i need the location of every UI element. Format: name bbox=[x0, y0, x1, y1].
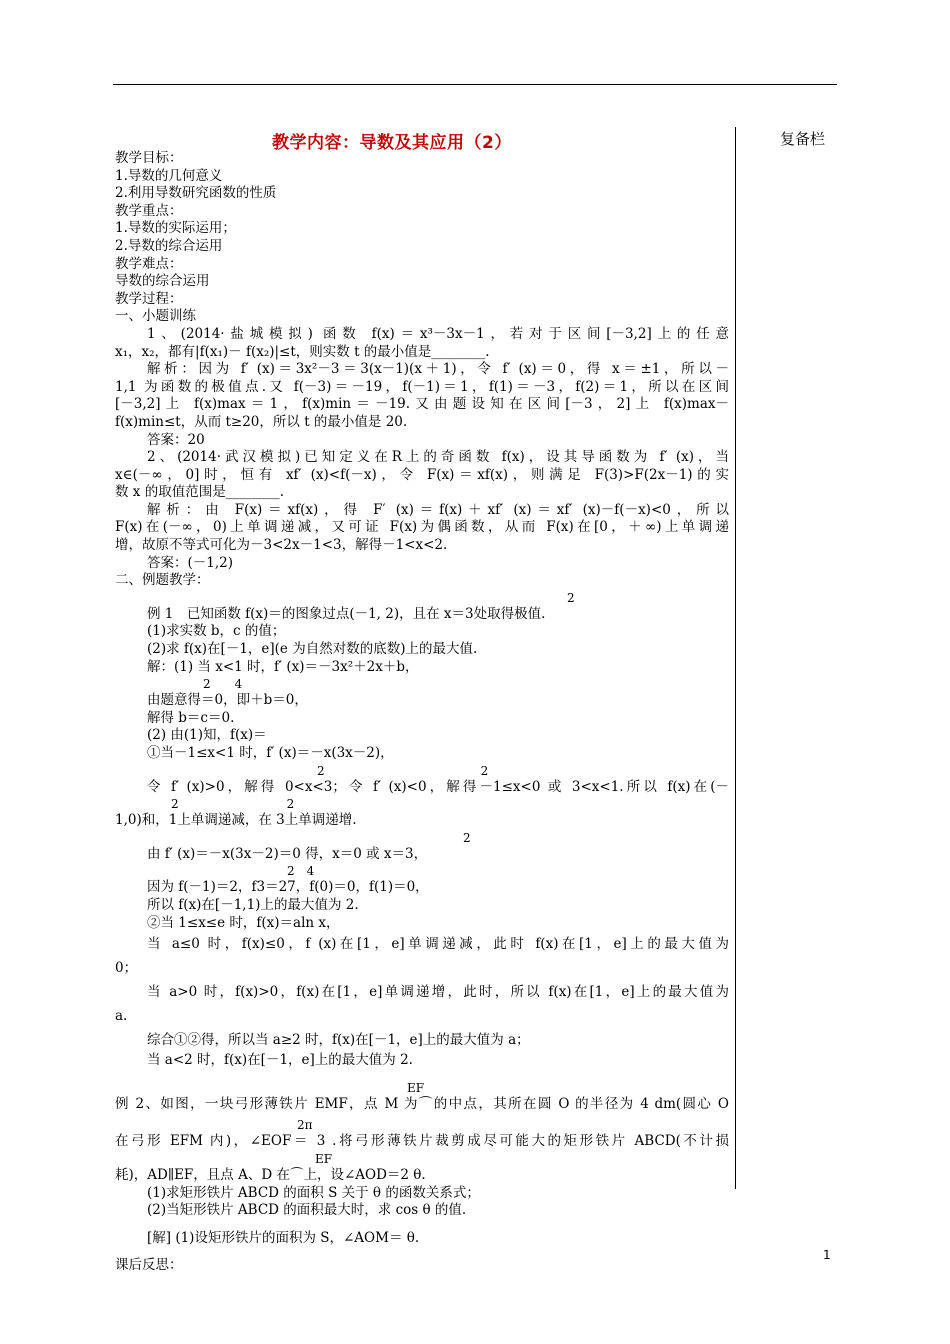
solution-line: 0； bbox=[115, 960, 138, 977]
problem-line: 数 x 的取值范围是________. bbox=[115, 484, 284, 501]
section-heading: 一、小题训练 bbox=[115, 308, 196, 325]
solution-line: 1,0)和，1上单调递减，在 3上单调递增. bbox=[115, 812, 357, 829]
text-line: 2.利用导数研究函数的性质 bbox=[115, 185, 277, 202]
solution-line: 解析：由 F(x)＝xf(x)，得 F′ (x)＝f(x)＋xf′ (x)＝xf′ (x)－f(－x)<0，所以 bbox=[147, 501, 729, 518]
example-line: (1)求实数 b，c 的值； bbox=[147, 623, 286, 640]
solution-line: 所以 f(x)在[－1,1)上的最大值为 2. bbox=[147, 896, 359, 913]
solution-line: a. bbox=[115, 1008, 128, 1025]
example-line: 在弓形 EFM 内)，∠EOF＝ 3 .将弓形薄铁片裁剪成尽可能大的矩形铁片 ABCD(不计损 bbox=[115, 1133, 729, 1150]
solution-line: 由 f′ (x)＝－x(3x－2)＝0 得，x＝0 或 x＝3， bbox=[147, 845, 428, 862]
column-divider bbox=[735, 127, 736, 1189]
solution-line: 当 a<2 时，f(x)在[－1，e]上的最大值为 2. bbox=[147, 1052, 413, 1069]
fraction-numerator: 2 2 bbox=[317, 763, 489, 778]
solution-line: 因为 f(－1)＝2，f3＝27，f(0)＝0，f(1)＝0， bbox=[147, 879, 429, 896]
problem-line: x∈(－∞，0]时，恒有 xf′ (x)<f(－x)，令 F(x)＝xf(x)，则满足 F(3)>F(2x－1)的实 bbox=[115, 466, 729, 483]
fraction-numerator: 2 bbox=[463, 830, 471, 845]
solution-line: 综合①②得，所以当 a≥2 时，f(x)在[－1，e]上的最大值为 a； bbox=[147, 1032, 530, 1049]
text-line: 导数的综合运用 bbox=[115, 273, 210, 290]
solution-line: [－3,2]上 f(x)max＝1，f(x)min＝－19.又由题设知在区间[－3，2]上 f(x)max－ bbox=[115, 396, 729, 413]
example-line: 例 1 已知函数 f(x)＝的图象过点(－1, 2)，且在 x＝3处取得极值. bbox=[147, 605, 546, 622]
side-column-label: 复备栏 bbox=[780, 130, 826, 148]
solution-line: 当 a≤0 时，f(x)≤0，f (x)在[1，e]单调递减，此时 f(x)在[1，e]上的最大值为 bbox=[147, 936, 729, 953]
section-heading: 教学过程： bbox=[115, 290, 183, 307]
problem-line: x₁，x₂，都有|f(x₁)－ f(x₂)|≤t，则实数 t 的最小值是________. bbox=[115, 343, 490, 360]
solution-line: 由题意得＝0，即＋b＝0， bbox=[147, 692, 308, 709]
example-line: (1)求矩形铁片 ABCD 的面积 S 关于 θ 的函数关系式； bbox=[147, 1184, 480, 1201]
section-heading: 课后反思： bbox=[115, 1257, 183, 1274]
solution-line: [解] (1)设矩形铁片的面积为 S，∠AOM＝ θ. bbox=[147, 1229, 420, 1246]
problem-line: 2、(2014·武汉模拟)已知定义在R上的奇函数 f(x)，设其导函数为 f′ (x)，当 bbox=[147, 449, 729, 466]
text-line: 2.导数的综合运用 bbox=[115, 237, 223, 254]
fraction-numerator: 2 4 bbox=[203, 677, 243, 692]
answer-line: 答案：(－1,2) bbox=[147, 554, 234, 571]
text-line: 1.导数的实际运用； bbox=[115, 220, 236, 237]
solution-line: 令 f′ (x)>0，解得 0<x<3；令 f′ (x)<0，解得－1≤x<0 或 3<x<1.所以 f(x)在(－ bbox=[147, 778, 729, 795]
solution-line: 解析：因为 f′ (x)＝3x²－3＝3(x－1)(x＋1)，令 f′ (x)＝0，得 x＝±1，所以－ bbox=[147, 361, 729, 378]
solution-line: ②当 1≤x≤e 时，f(x)＝aln x， bbox=[147, 914, 340, 931]
answer-line: 答案：20 bbox=[147, 431, 205, 448]
solution-line: 增，故原不等式可化为－3<2x－1<3，解得－1<x<2. bbox=[115, 537, 448, 554]
text-line: 1.导数的几何意义 bbox=[115, 167, 223, 184]
arc-label: EF bbox=[407, 1080, 425, 1095]
fraction-numerator: 2 2 bbox=[171, 797, 295, 812]
problem-line: 1、(2014·盐城模拟) 函数 f(x)＝x³－3x－1，若对于区间[－3,2]上的任意 bbox=[147, 325, 729, 342]
solution-line: f(x)min≤t，从而 t≥20，所以 t 的最小值是 20. bbox=[115, 413, 408, 430]
solution-line: ①当－1≤x<1 时，f′ (x)＝－x(3x－2)， bbox=[147, 745, 394, 761]
section-heading: 教学目标： bbox=[115, 150, 183, 166]
example-line: 耗)，AD∥EF，且点 A、D 在⌒上，设∠AOD＝2 θ. bbox=[115, 1166, 426, 1183]
section-heading: 教学难点： bbox=[115, 255, 183, 272]
arc-label: EF bbox=[315, 1151, 333, 1166]
section-heading: 二、例题教学： bbox=[115, 572, 210, 589]
section-heading: 教学重点： bbox=[115, 202, 183, 219]
solution-line: (2) 由(1)知，f(x)＝ bbox=[147, 727, 267, 744]
fraction-numerator: 2 4 bbox=[287, 864, 315, 879]
solution-line: 解得 b＝c＝0. bbox=[147, 709, 235, 726]
main-content bbox=[115, 150, 729, 1275]
page-title: 教学内容：导数及其应用（2） bbox=[272, 133, 512, 153]
example-line: (2)当矩形铁片 ABCD 的面积最大时，求 cos θ 的值. bbox=[147, 1202, 467, 1219]
solution-line: 解：(1) 当 x<1 时，f′ (x)＝－3x²＋2x＋b， bbox=[147, 658, 419, 675]
fraction-numerator: 2π bbox=[297, 1118, 313, 1133]
example-line: (2)求 f(x)在[－1，e](e 为自然对数的底数)上的最大值. bbox=[147, 641, 478, 658]
solution-line: 1,1 为函数的极值点.又 f(－3)＝－19，f(－1)＝1，f(1)＝－3，f(2)＝1，所以在区间 bbox=[115, 378, 729, 395]
fraction-numerator: 2 bbox=[567, 590, 575, 605]
header-rule bbox=[113, 84, 837, 85]
solution-line: F(x)在(－∞，0)上单调递减，又可证 F(x)为偶函数，从而 F(x)在[0，＋∞)上单调递 bbox=[115, 519, 729, 536]
solution-line: 当 a>0 时，f(x)>0，f(x)在[1，e]单调递增，此时，所以 f(x)在[1，e]上的最大值为 bbox=[147, 984, 729, 1001]
example-line: 例 2、如图，一块弓形薄铁片 EMF，点 M 为⌒的中点，其所在圆 O 的半径为 4 dm(圆心 O bbox=[115, 1095, 729, 1112]
page-number: 1 bbox=[823, 1248, 831, 1262]
